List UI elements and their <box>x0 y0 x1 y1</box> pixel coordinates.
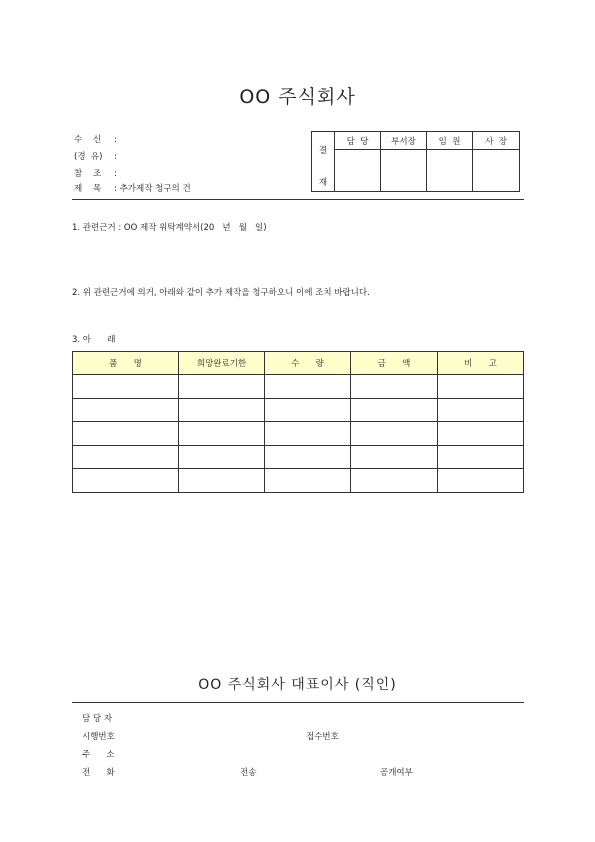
approval-col-executive: 임 원 <box>427 132 473 150</box>
table-cell[interactable] <box>265 469 351 493</box>
table-cell[interactable] <box>265 422 351 446</box>
footer-fax: 전송 <box>240 768 257 778</box>
table-row <box>73 375 524 399</box>
table-cell[interactable] <box>438 445 524 469</box>
table-row <box>73 398 524 422</box>
table-cell[interactable] <box>351 422 438 446</box>
table-cell[interactable] <box>179 398 265 422</box>
table-cell[interactable] <box>265 398 351 422</box>
table-cell[interactable] <box>438 422 524 446</box>
table-cell[interactable] <box>179 422 265 446</box>
footer-receipt-number: 접수번호 <box>306 732 339 742</box>
approval-col-dept-head: 부서장 <box>381 132 427 150</box>
table-row <box>73 422 524 446</box>
table-cell[interactable] <box>179 375 265 399</box>
table-cell[interactable] <box>438 469 524 493</box>
footer-disclosure: 공개여부 <box>380 768 413 778</box>
table-cell[interactable] <box>73 375 179 399</box>
meta-label: 제 목 <box>74 184 102 194</box>
footer-address: 주 소 <box>82 750 115 760</box>
table-cell[interactable] <box>351 398 438 422</box>
col-amount: 금 액 <box>351 352 438 375</box>
approval-sign-president[interactable] <box>473 150 520 192</box>
footer-title: OO 주식회사 대표이사 (직인) <box>198 677 397 693</box>
approval-sign-staff[interactable] <box>335 150 381 192</box>
table-cell[interactable] <box>438 375 524 399</box>
divider <box>72 702 524 703</box>
approval-side-label <box>312 132 335 192</box>
table-cell[interactable] <box>351 375 438 399</box>
divider <box>72 199 524 200</box>
table-cell[interactable] <box>179 445 265 469</box>
table-row <box>73 469 524 493</box>
approval-side-top: 결 <box>318 146 328 156</box>
table-cell[interactable] <box>73 398 179 422</box>
table-cell[interactable] <box>179 469 265 493</box>
meta-subject <box>74 182 191 194</box>
footer-phone: 전 화 <box>82 768 115 778</box>
table-cell[interactable] <box>351 469 438 493</box>
col-due-date: 희망완료기한 <box>179 352 265 375</box>
body-item-2: 2. 위 관련근거에 의거, 아래와 같이 추가 제작을 청구하오니 이에 조치 바랍니다. <box>72 288 370 298</box>
table-cell[interactable] <box>73 469 179 493</box>
col-item-name: 품 명 <box>73 352 179 375</box>
approval-sign-dept-head[interactable] <box>381 150 427 192</box>
footer-doc-number: 시행번호 <box>82 732 115 742</box>
table-cell[interactable] <box>73 422 179 446</box>
meta-value: : <box>114 135 117 145</box>
meta-recipient <box>74 133 117 145</box>
table-cell[interactable] <box>265 445 351 469</box>
document-title: OO 주식회사 <box>239 86 356 108</box>
table-cell[interactable] <box>351 445 438 469</box>
col-remarks: 비 고 <box>438 352 524 375</box>
meta-label: (경 유) <box>74 152 103 162</box>
meta-label: 참 조 <box>74 169 102 179</box>
meta-value: : 추가제작 청구의 건 <box>114 184 191 194</box>
table-cell[interactable] <box>73 445 179 469</box>
meta-value: : <box>114 169 117 179</box>
meta-label: 수 신 <box>74 135 102 145</box>
approval-side-bottom: 재 <box>318 178 328 188</box>
body-item-3: 3. 아 래 <box>72 335 116 345</box>
orders-table <box>72 351 524 493</box>
orders-header-row <box>73 352 524 375</box>
table-cell[interactable] <box>265 375 351 399</box>
meta-via <box>74 150 117 162</box>
body-item-1: 1. 관련근거 : OO 제작 위탁계약서(20 년 월 일) <box>72 223 267 233</box>
meta-value: : <box>114 152 117 162</box>
approval-col-president: 사 장 <box>473 132 520 150</box>
footer-person-in-charge: 담 당 자 <box>82 714 113 724</box>
col-quantity: 수 량 <box>265 352 351 375</box>
approval-sign-executive[interactable] <box>427 150 473 192</box>
table-cell[interactable] <box>438 398 524 422</box>
table-row <box>73 445 524 469</box>
approval-box <box>311 131 520 192</box>
meta-reference <box>74 167 117 179</box>
approval-col-staff: 담 당 <box>335 132 381 150</box>
